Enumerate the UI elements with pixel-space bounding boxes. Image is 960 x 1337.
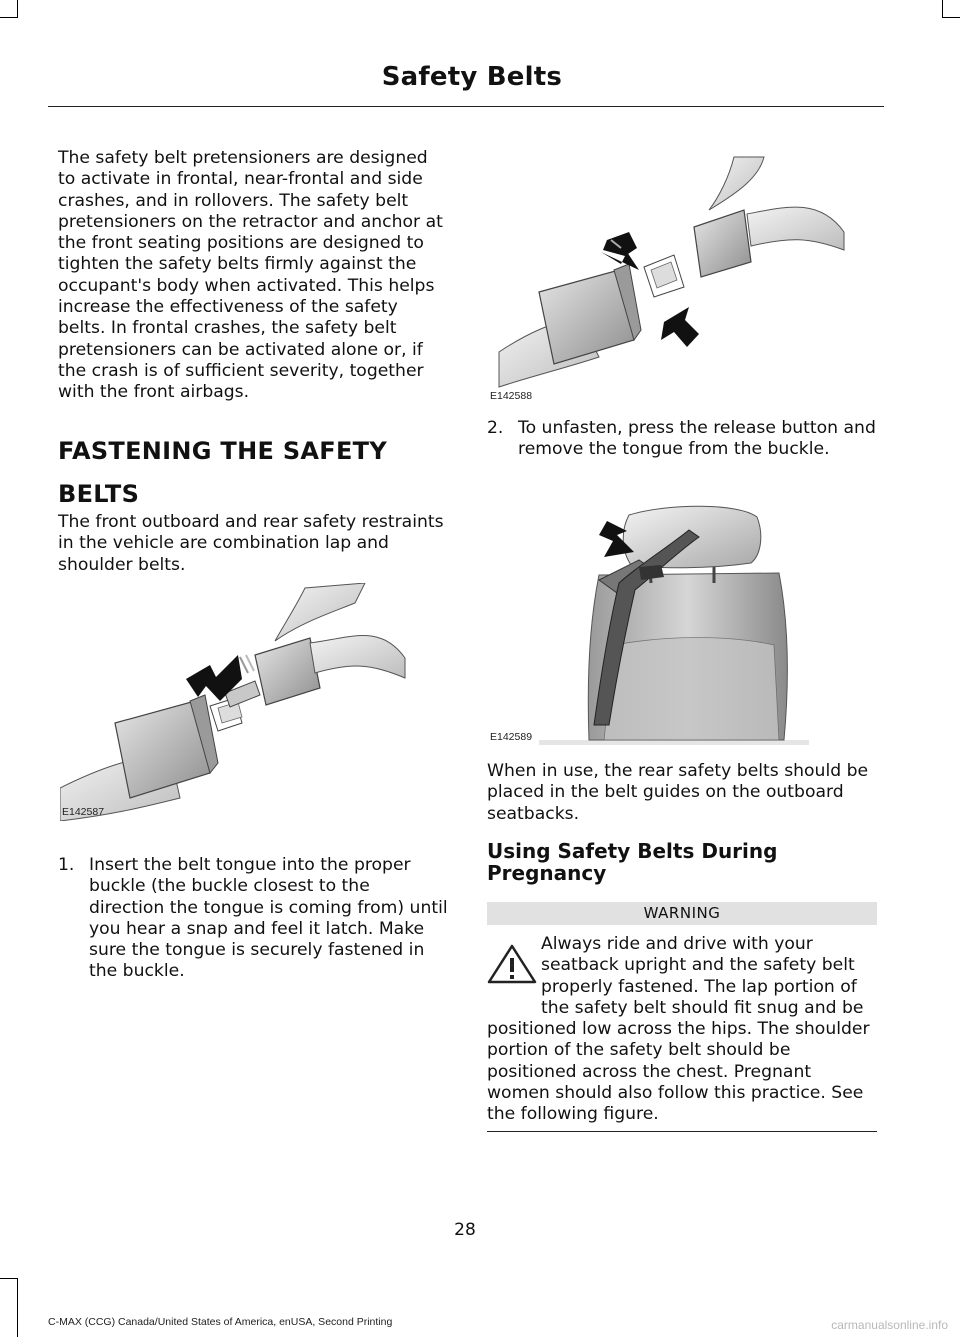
figure-label: E142588 bbox=[490, 390, 533, 402]
header-rule bbox=[48, 106, 884, 107]
warning-icon-spacer bbox=[487, 934, 541, 998]
warning-rule bbox=[487, 1131, 877, 1132]
crop-mark bbox=[17, 0, 18, 18]
intro-block bbox=[58, 148, 450, 404]
crop-mark bbox=[0, 1278, 18, 1279]
footer-text: C-MAX (CCG) Canada/United States of America, enUSA, Second Printing bbox=[48, 1316, 393, 1328]
page-number: 28 bbox=[454, 1220, 476, 1240]
step-number: 2. bbox=[487, 418, 504, 438]
intro-paragraph: The safety belt pretensioners are designed to activate in frontal, near-frontal and side crashes, and in rollovers. The safety belt pretensioners on the retractor and anchor at the front seating positions are designed to tighten the safety belts firmly against the occupant's body when activated. This helps increase the effectiveness of the safety belts. In frontal crashes, the safety belt pretensioners can be activated alone or, if the crash is of sufficient severity, together with the front airbags. bbox=[58, 148, 443, 403]
figure-belt-guide bbox=[489, 495, 879, 745]
rear-belts-block bbox=[487, 761, 879, 825]
crop-mark bbox=[0, 17, 18, 18]
step-text: Insert the belt tongue into the proper buckle (the buckle closest to the direction the tongue is coming from) until you hear a snap and feel it latch. Make sure the tongue is securely fastened in the buckle. bbox=[89, 855, 448, 982]
buckle-illustration bbox=[60, 583, 448, 821]
buckle-release-illustration bbox=[489, 152, 877, 402]
seat-illustration bbox=[489, 495, 879, 745]
warning-text: Always ride and drive with your seatback upright and the safety belt properly fastened. The lap portion of the safety belt should fit snug and be positioned low across the hips. The shoulder portion of the safety belt should be positioned across the chest. Pregnant women should also follow this practice. See the following figure. bbox=[487, 934, 870, 1125]
crop-mark bbox=[17, 1278, 18, 1337]
figure-label: E142589 bbox=[490, 731, 533, 743]
subsection-heading: Using Safety Belts During Pregnancy bbox=[487, 839, 778, 885]
crop-mark bbox=[942, 0, 943, 18]
figure-insert-tongue bbox=[60, 583, 448, 821]
crop-mark bbox=[942, 17, 960, 18]
watermark: carmanualsonline.info bbox=[831, 1318, 948, 1332]
step-number: 1. bbox=[58, 855, 75, 875]
page-title: Safety Belts bbox=[381, 62, 562, 92]
warning-label: WARNING bbox=[487, 902, 877, 925]
section-heading: FASTENING THE SAFETY BELTS bbox=[58, 437, 388, 508]
section-paragraph: The front outboard and rear safety restraints in the vehicle are combination lap and shoulder belts. bbox=[58, 512, 444, 575]
rear-belts-paragraph: When in use, the rear safety belts should be placed in the belt guides on the outboard seatbacks. bbox=[487, 761, 869, 824]
section-paragraph-block bbox=[58, 512, 450, 576]
step-2 bbox=[487, 418, 879, 488]
figure-release-button bbox=[489, 152, 877, 402]
figure-label: E142587 bbox=[62, 806, 105, 818]
step-1 bbox=[58, 855, 450, 985]
step-text: To unfasten, press the release button and remove the tongue from the buckle. bbox=[518, 418, 876, 460]
warning-text-block bbox=[487, 934, 879, 1126]
